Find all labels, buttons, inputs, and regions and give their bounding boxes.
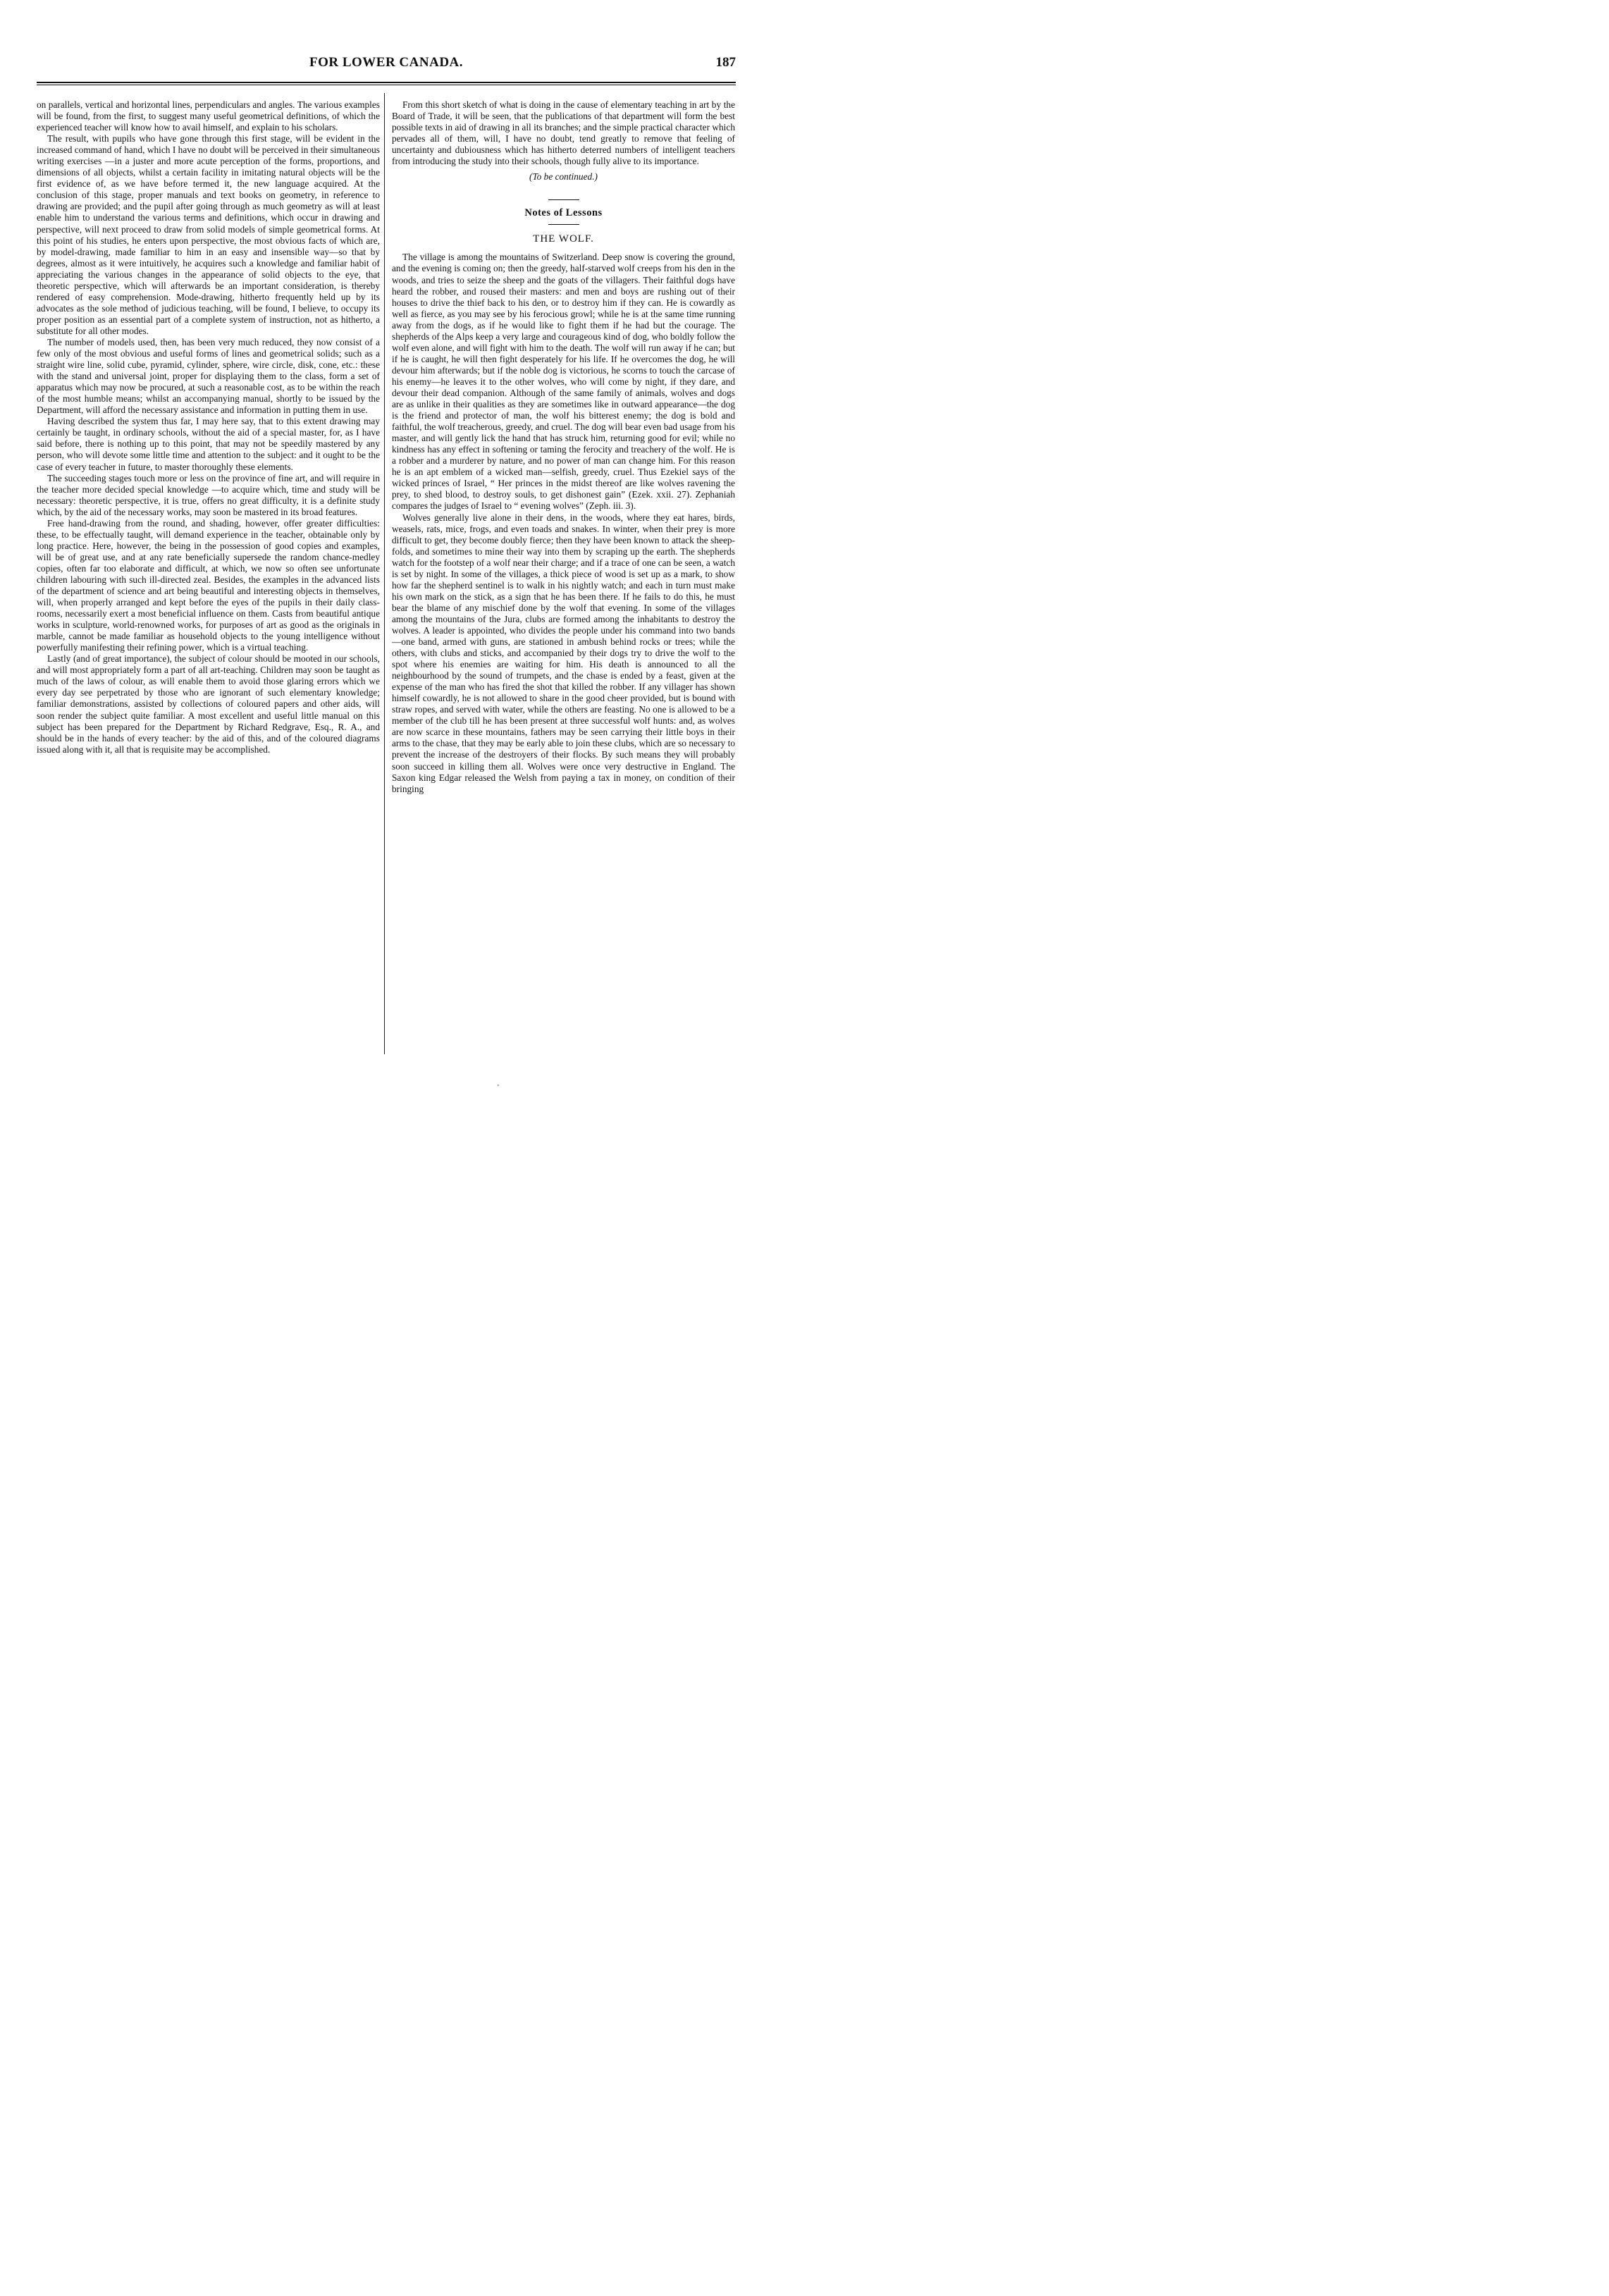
page-mark: ' bbox=[498, 1084, 499, 1092]
paragraph: Free hand-drawing from the round, and shading, however, offer greater difficulties: these, to be effectually taught, will demand experience in the teacher, obtainable only by long practice. Here, however, the being in the possession of good copies and examples, will be of great use, and at any rate beneficially supersede the random chance-medley copies, often far too elaborate and difficult, at which, we now so often see unfortunate children labouring with such ill-directed zeal. Besides, the examples in the advanced lists of the department of science and art being beautiful and interesting objects in themselves, will, when properly arranged and kept before the eyes of the pupils in their daily class-rooms, necessarily exert a most beneficial influence on them. Casts from beautiful antique works in sculpture, world-renowned works, for purposes of art as good as the originals in marble, cannot be made familiar as household objects to the young intelligence without powerfully manifesting their refining power, which is a virtual teaching. bbox=[37, 517, 380, 653]
running-head bbox=[37, 55, 736, 76]
section-heading: Notes of Lessons bbox=[524, 207, 603, 219]
paragraph: The result, with pupils who have gone through this first stage, will be evident in the increased command of hand, which I have no doubt will be perceived in their simultaneous writing exercises —in a juster and more acute perception of the forms, proportions, and dimensions of all objects, whilst a certain facility in imitating natural objects will be the first evidence of, as we have before termed it, the new language acquired. At the conclusion of this stage, proper manuals and text books on geometry, in reference to drawing are provided; and the pupil after going through as much geometry as will at least enable him to understand the various terms and definitions, which occur in drawing and perspective, will next proceed to draw from solid models of simple geometrical forms. At this point of his studies, he enters upon perspective, the most obvious facts of which are, by model-drawing, made familiar to him in an easy and insensible way—so that by degrees, almost as it were intuitively, he acquires such a knowledge and familiar habit of appreciating the various changes in the appearance of solid objects to the eye, that theoretic perspective, which will afterwards be an important consideration, is thereby rendered of easy comprehension. Mode-drawing, hitherto frequently held up by its advocates as the sole method of judicious teaching, will be found, I believe, to occupy its proper position as an essential part of a complete system of instruction, not as hitherto, a substitute for all other modes. bbox=[37, 133, 380, 336]
document-page bbox=[0, 0, 778, 1100]
page-number: 187 bbox=[715, 55, 736, 70]
intro-paragraph: From this short sketch of what is doing in the cause of elementary teaching in art by the Board of Trade, it will be seen, that the publications of that department will form the best possible texts in aid of drawing in all its branches; and the simple practical character which pervades all of them, will, I have no doubt, tend greatly to remove that feeling of uncertainty and dubiousness which has hitherto deterred numbers of intelligent teachers from introducing the study into their schools, though fully alive to its importance. bbox=[392, 99, 735, 167]
paragraph: The succeeding stages touch more or less on the province of fine art, and will require in the teacher more decided special knowledge —to acquire which, time and study will be necessary: theoretic perspective, it is true, offers no great difficulty, it is a definite study which, by the aid of the necessary works, may soon be mastered in its broad features. bbox=[37, 472, 380, 517]
right-column bbox=[392, 99, 735, 795]
lesson-title: THE WOLF. bbox=[533, 233, 594, 245]
column-divider bbox=[384, 93, 385, 1054]
header-rule-thick bbox=[37, 82, 736, 83]
left-column bbox=[37, 99, 380, 755]
paragraph: The number of models used, then, has been very much reduced, they now consist of a few only of the most obvious and useful forms of lines and geometrical solids; such as a straight wire line, solid cube, pyramid, cylinder, sphere, wire circle, disk, cone, etc.: these with the stand and universal joint, proper for displaying them to the class, form a set of apparatus which may now be procured, at such a reasonable cost, as to be within the reach of the most humble means; whilst an accompanying manual, shortly to be issued by the Department, will afford the necessary assistance and information in putting them in use. bbox=[37, 336, 380, 416]
continued-note: (To be continued.) bbox=[529, 171, 598, 183]
running-title: FOR LOWER CANADA. bbox=[309, 55, 464, 70]
paragraph: on parallels, vertical and horizontal lines, perpendiculars and angles. The various examples will be found, from the first, to suggest many useful geometrical definitions, of which the experienced teacher will know how to avail himself, and explain to his scholars. bbox=[37, 99, 380, 133]
paragraph: The village is among the mountains of Switzerland. Deep snow is covering the ground, and the evening is coming on; then the greedy, half-starved wolf creeps from his den in the woods, and tries to seize the sheep and the goats of the villagers. Their faithful dogs have heard the robber, and roused their masters: and men and boys are rushing out of their houses to drive the thief back to his den, or to destroy him if they can. He is cowardly as well as fierce, as you may see by his ferocious growl; while he is at the same time running away from the dogs, as if he would like to fight them if he had but the courage. The shepherds of the Alps keep a very large and courageous kind of dog, who boldly follow the wolf even alone, and will fight with him to the death. The wolf will run away if he can; but if he is caught, he will then fight desperately for his life. If he overcomes the dog, he will devour him afterwards; but if the noble dog is victorious, he scorns to touch the carcase of his enemy—he leaves it to the other wolves, who will come by night, if they dare, and devour their dead companion. Although of the same family of animals, wolves and dogs are as unlike in their qualities as they are sometimes like in outward appearance—the dog is the friend and protector of man, the wolf his bitterest enemy; the dog is bold and faithful, the wolf treacherous, greedy, and cruel. The dog will bear even bad usage from his master, and will gently lick the hand that has struck him, returning good for evil; while no kindness has any effect in softening or taming the ferocity and treachery of the wolf. He is a robber and a murderer by nature, and no power of man can change him. For this reason he is an apt emblem of a wicked man—selfish, greedy, cruel. Thus Ezekiel says of the wicked princes of Israel, “ Her princes in the midst thereof are like wolves ravening the prey, to shed blood, to destroy souls, to get dishonest gain” (Ezek. xxii. 27). Zephaniah compares the judges of Israel to “ evening wolves” (Zeph. iii. 3). bbox=[392, 252, 735, 512]
paragraph: Having described the system thus far, I may here say, that to this extent drawing may certainly be taught, in ordinary schools, without the aid of a special master, for, as I have said before, there is nothing up to this point, that may not be speedily mastered by any person, who will devote some little time and attention to the subject: and it ought to be the case of every teacher in future, to master thoroughly these elements. bbox=[37, 416, 380, 472]
paragraph: Wolves generally live alone in their dens, in the woods, where they eat hares, birds, weasels, rats, mice, frogs, and even toads and snakes. In winter, when their prey is more difficult to get, they become doubly fierce; then they have been known to attack the sheep-folds, and sometimes to mine their way into them by scraping up the earth. The shepherds watch for the footstep of a wolf near their charge; and if a trace of one can be seen, a watch is set by night. In some of the villages, a thick piece of wood is set up as a mark, to show how far the shepherd sentinel is to walk in his nightly watch; and each in turn must make his own mark on the stick, as a sign that he has been there. If he fails to do this, he must bear the blame of any mischief done by the wolf that evening. In some of the villages among the mountains of the Jura, clubs are formed among the inhabitants to destroy the wolves. A leader is appointed, who divides the people under his command into two bands—one band, armed with guns, are stationed in ambush behind rocks or trees; while the others, with clubs and sticks, and accompanied by their dogs try to drive the wolf to the spot where his enemies are waiting for him. His death is announced to all the neighbourhood by the sound of trumpets, and the chase is ended by a feast, given at the expense of the man who has fired the shot that killed the robber. If any villager has shown himself cowardly, he is not allowed to share in the good cheer provided, but is bound with straw ropes, and served with water, while the others are feasting. No one is allowed to be a member of the club till he has been present at three successful wolf hunts: and, as wolves are now scarce in these mountains, fathers may be seen carrying their little boys in their arms to the chase, that they may be early able to join these clubs, which are so necessary to prevent the increase of the destroyers of their flocks. By such means they will probably soon succeed in killing them all. Wolves were once very destructive in England. The Saxon king Edgar released the Welsh from paying a tax in money, on condition of their bringing bbox=[392, 512, 735, 794]
paragraph: Lastly (and of great importance), the subject of colour should be mooted in our schools, and will most appropriately form a part of all art-teaching. Children may soon be taught as much of the laws of colour, as will enable them to avoid those glaring errors which we every day see perpetrated by those who are ignorant of such elementary knowledge; familiar demonstrations, assisted by collections of coloured papers and other aids, will soon render the subject quite familiar. A most excellent and useful little manual on this subject has been prepared for the Department by Richard Redgrave, Esq., R. A., and should be in the hands of every teacher: by the aid of this, and of the coloured diagrams issued along with it, all that is requisite may be accomplished. bbox=[37, 653, 380, 755]
